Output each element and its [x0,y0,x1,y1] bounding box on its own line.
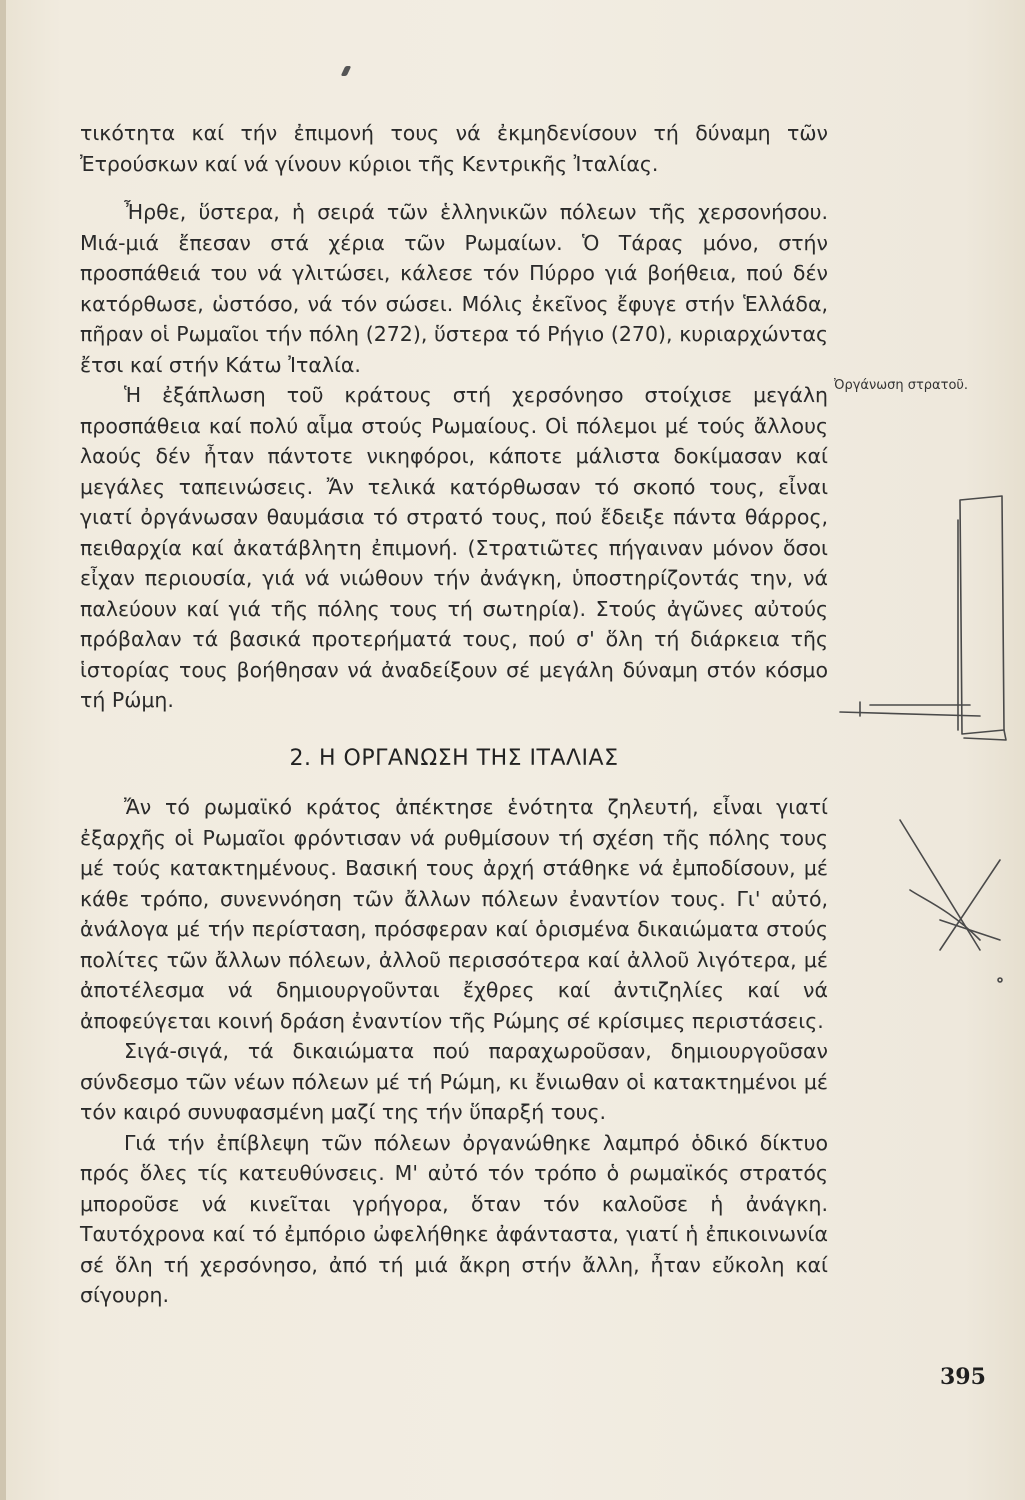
main-text-column [80,118,828,1311]
paragraph-rights: Σιγά-σιγά, τά δικαιώματα πού παραχωροῦσαν, δημιουργοῦσαν σύνδεσμο τῶν νέων πόλεων μέ τή Ρώμη, κι ἔνιωθαν οἱ κατακτημένοι μέ τόν καιρό συνυφασμένη μαζί της τήν ὕπαρξή τους. [80,1039,828,1124]
sketch-base [840,702,980,716]
binding-edge [0,0,6,1500]
paragraph-roads: Γιά τήν ἐπίβλεψη τῶν πόλεων ὀργανώθηκε λαμπρό ὁδικό δίκτυο πρός ὅλες τίς κατευθύνσεις. Μ' αὐτό τόν τρόπο ὁ ρωμαϊκός στρατός μποροῦσε νά κινεῖται γρήγορα, ὅταν τόν καλοῦσε ἡ ἀνάγκη. Ταυτόχρονα καί τό ἐμπόριο ὠφελήθηκε ἀφάνταστα, γιατί ἡ ἐπικοινωνία σέ ὅλη τή χερσόνησο, ἀπό τή μιά ἄκρη στήν ἄλλη, ἦταν εὔκολη καί σίγουρη. [80,1130,828,1307]
sketch-rect [960,496,1004,734]
paragraph-greek-cities: Ἦρθε, ὕστερα, ἡ σειρά τῶν ἑλληνικῶν πόλεων τῆς χερσονήσου. Μιά-μιά ἔπεσαν στά χέρια τῶν Ρωμαίων. Ὁ Τάρας μόνο, στήν προσπάθειά του νά γλιτώσει, κάλεσε τόν Πύρρο γιά βοήθεια, πού δέν κατόρθωσε, ὡστόσο, νά τόν σώσει. Μόλις ἐκεῖνος ἔφυγε στήν Ἑλλάδα, πῆραν οἱ Ρωμαῖοι τήν πόλη (272), ὕστερα τό Ρήγιο (270), κυριαρχώντας ἔτσι καί στήν Κάτω Ἰταλία. [80,200,828,377]
page-number: 395 [940,1364,986,1390]
pencil-sketch [830,480,1020,1000]
ink-mark [341,66,352,76]
paragraph-unity: Ἄν τό ρωμαϊκό κράτος ἀπέκτησε ἑνότητα ζηλευτή, εἶναι γιατί ἐξαρχῆς οἱ Ρωμαῖοι φρόντισαν νά ρυθμίσουν τή σχέση τῆς πόλης τους μέ τούς κατακτημένους. Βασική τους ἀρχή στάθηκε νά ἐμποδίσουν, μέ κάθε τρόπο, συνεννόηση τῶν ἄλλων πόλεων ἐναντίον τους. Γι' αὐτό, ἀνάλογα μέ τήν περίσταση, πρόσφεραν καί ὁρισμένα δικαιώματα στούς πολίτες τῶν ἄλλων πόλεων, ἀλλοῦ περισσότερα καί ἀλλοῦ λιγότερα, μέ ἀποτέλεσμα νά δημιουργοῦνται ἔχθρες καί ἀντιζηλίες καί νά ἀποφεύγεται κοινή δράση ἐναντίον τῆς Ρώμης σέ κρίσιμες περιστάσεις. [80,795,828,1033]
sketch-cross-1 [900,820,980,950]
paragraph-army: Ἡ ἐξάπλωση τοῦ κράτους στή χερσόνησο στοίχισε μεγάλη προσπάθεια καί πολύ αἷμα στούς Ρωμαίους. Οἱ πόλεμοι μέ τούς ἄλλους λαούς δέν ἦταν πάντοτε νικηφόροι, κάποτε μάλιστα δοκίμασαν καί μεγάλες ταπεινώσεις. Ἄν τελικά κατόρθωσαν τό σκοπό τους, εἶναι γιατί ὀργάνωσαν θαυμάσια τό στρατό τους, πού ἔδειξε πάντα θάρρος, πειθαρχία καί ἀκατάβλητη ἐπιμονή. (Στρατιῶτες πήγαιναν μόνον ὅσοι εἶχαν περιουσία, γιά νά νιώθουν τήν ἀνάγκη, ὑποστηρίζοντάς την, νά παλεύουν καί γιά τῆς πόλης τους τή σωτηρία). Στούς ἀγῶνες αὐτούς πρόβαλαν τά βασικά προτερήματά τους, πού σ' ὅλη τή διάρκεια τῆς ἱστορίας τους βοήθησαν νά ἀναδείξουν σέ μεγάλη δύναμη στόν κόσμο τή Ρώμη. [80,383,828,712]
paragraph-continuation: τικότητα καί τήν ἐπιμονή τους νά ἐκμηδενίσουν τή δύναμη τῶν Ἐτρούσκων καί νά γίνουν κύριοι τῆς Κεντρικῆς Ἰταλίας. [80,121,828,176]
margin-note: Ὀργάνωση στρατοῦ. [834,378,969,393]
sketch-dot [998,978,1002,982]
section-heading: 2. Η ΟΡΓΑΝΩΣΗ ΤΗΣ ΙΤΑΛΙΑΣ [289,745,619,771]
